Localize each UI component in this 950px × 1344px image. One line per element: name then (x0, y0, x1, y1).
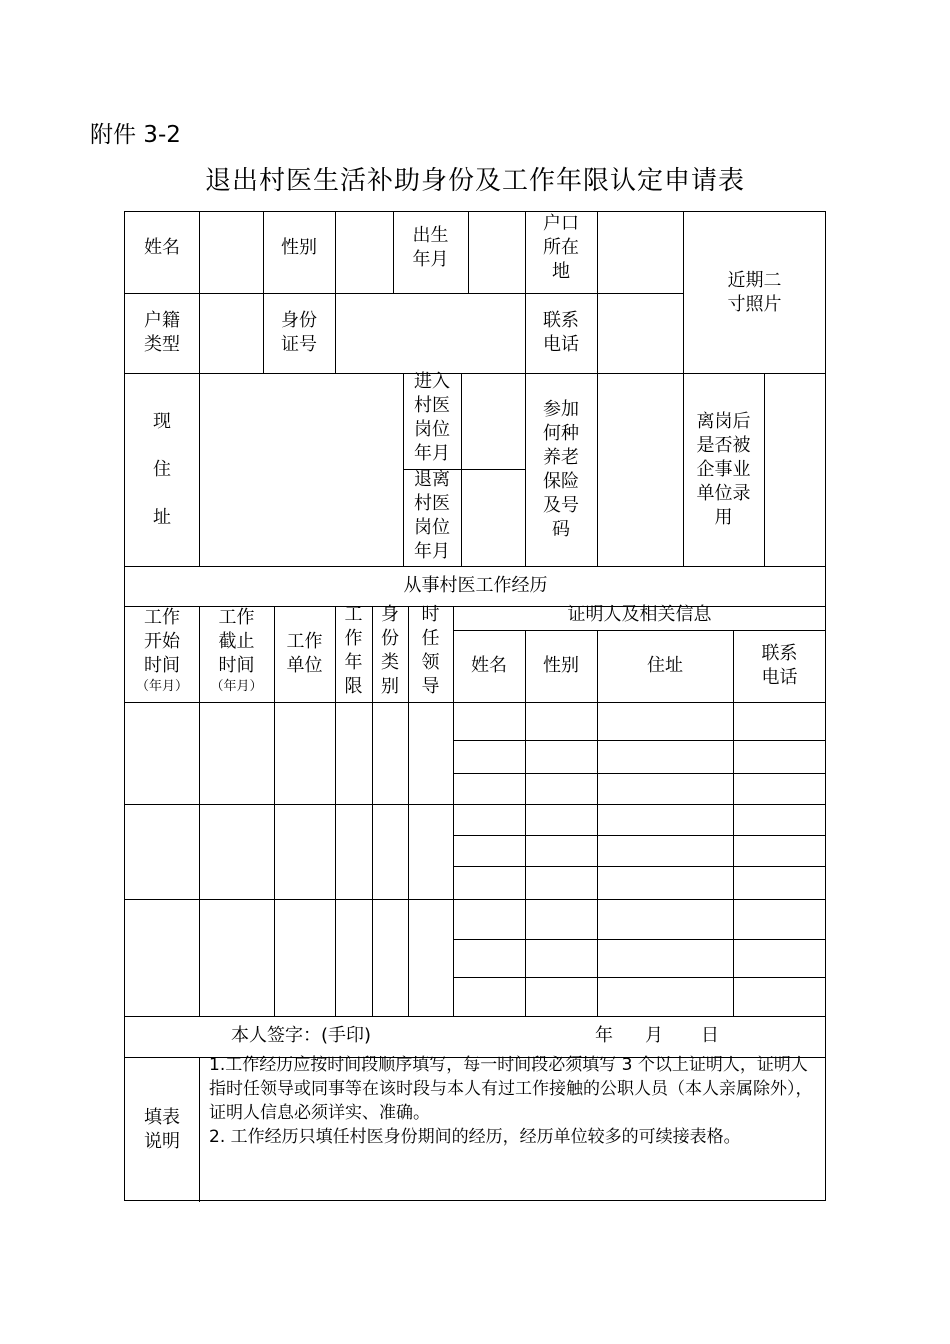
witness-section-title: 证明人及相关信息 (567, 604, 712, 625)
col-line (468, 212, 469, 293)
row-line (125, 702, 826, 703)
signature-year: 年 (595, 1025, 613, 1046)
col-work-unit: 工作 单位 (286, 631, 323, 676)
witness-name-header: 姓名 (471, 655, 507, 676)
col-leader: 时 任 领 导 (421, 604, 440, 697)
address-label: 现 住 址 (153, 410, 171, 528)
hukou-label: 户口 所在 地 (543, 213, 579, 282)
page-title: 退出村医生活补助身份及工作年限认定申请表 (204, 166, 745, 196)
signature-month: 月 (645, 1025, 663, 1046)
row-line (453, 866, 826, 867)
notes-label: 填表 说明 (144, 1106, 180, 1152)
enter-post-label: 进入 村医 岗位 年月 (414, 371, 450, 464)
employed-label: 离岗后 是否被 企事业 单位录 用 (696, 410, 751, 528)
pension-label: 参加 何种 养老 保险 及号 码 (543, 398, 579, 540)
row-line (125, 293, 683, 294)
col-line (764, 373, 765, 566)
col-line (597, 212, 598, 566)
signature-label: 本人签字：(手印) (231, 1025, 372, 1046)
photo-placeholder: 近期二 寸照片 (727, 269, 782, 315)
col-work-years: 工 作 年 限 (344, 604, 363, 697)
name-label: 姓名 (144, 237, 180, 258)
row-line (453, 977, 826, 978)
witness-phone-header: 联系 电话 (761, 643, 798, 688)
birth-label: 出生 年月 (412, 225, 449, 270)
gender-label: 性别 (281, 237, 317, 258)
col-start-time: 工作 开始 时间 （年月） (135, 607, 188, 694)
witness-gender-header: 性别 (543, 655, 579, 676)
col-identity-type: 身 份 类 别 (381, 604, 399, 697)
history-section-title: 从事村医工作经历 (403, 575, 548, 596)
row-line (125, 899, 826, 900)
col-line (199, 212, 200, 566)
col-line (461, 373, 462, 566)
row-line (125, 804, 826, 805)
witness-address-header: 住址 (647, 655, 683, 676)
col-line (335, 212, 336, 373)
row-line (125, 1016, 826, 1017)
col-line (199, 1057, 200, 1202)
huji-label: 户籍 类型 (144, 310, 180, 355)
leave-post-label: 退离 村医 岗位 年月 (414, 469, 450, 562)
phone-label: 联系 电话 (543, 310, 579, 355)
col-end-time: 工作 截止 时间 （年月） (210, 607, 263, 694)
row-line (453, 740, 826, 741)
id-label: 身份 证号 (281, 310, 317, 355)
row-line (453, 939, 826, 940)
annex-label: 附件 3-2 (90, 122, 181, 148)
signature-day: 日 (701, 1025, 719, 1046)
note-line-2: 2. 工作经历只填任村医身份期间的经历，经历单位较多的可续接表格。 (209, 1127, 741, 1147)
row-line (453, 773, 826, 774)
row-line (453, 835, 826, 836)
notes-text (209, 1053, 817, 1149)
note-line-1: 1.工作经历应按时间段顺序填写，每一时间段必须填写 3 个以上证明人，证明人指时任领导或同事等在该时段与本人有过工作接触的公职人员（本人亲属除外），证明人信息必须详实、准确。 (209, 1055, 813, 1123)
application-form (124, 211, 826, 1201)
